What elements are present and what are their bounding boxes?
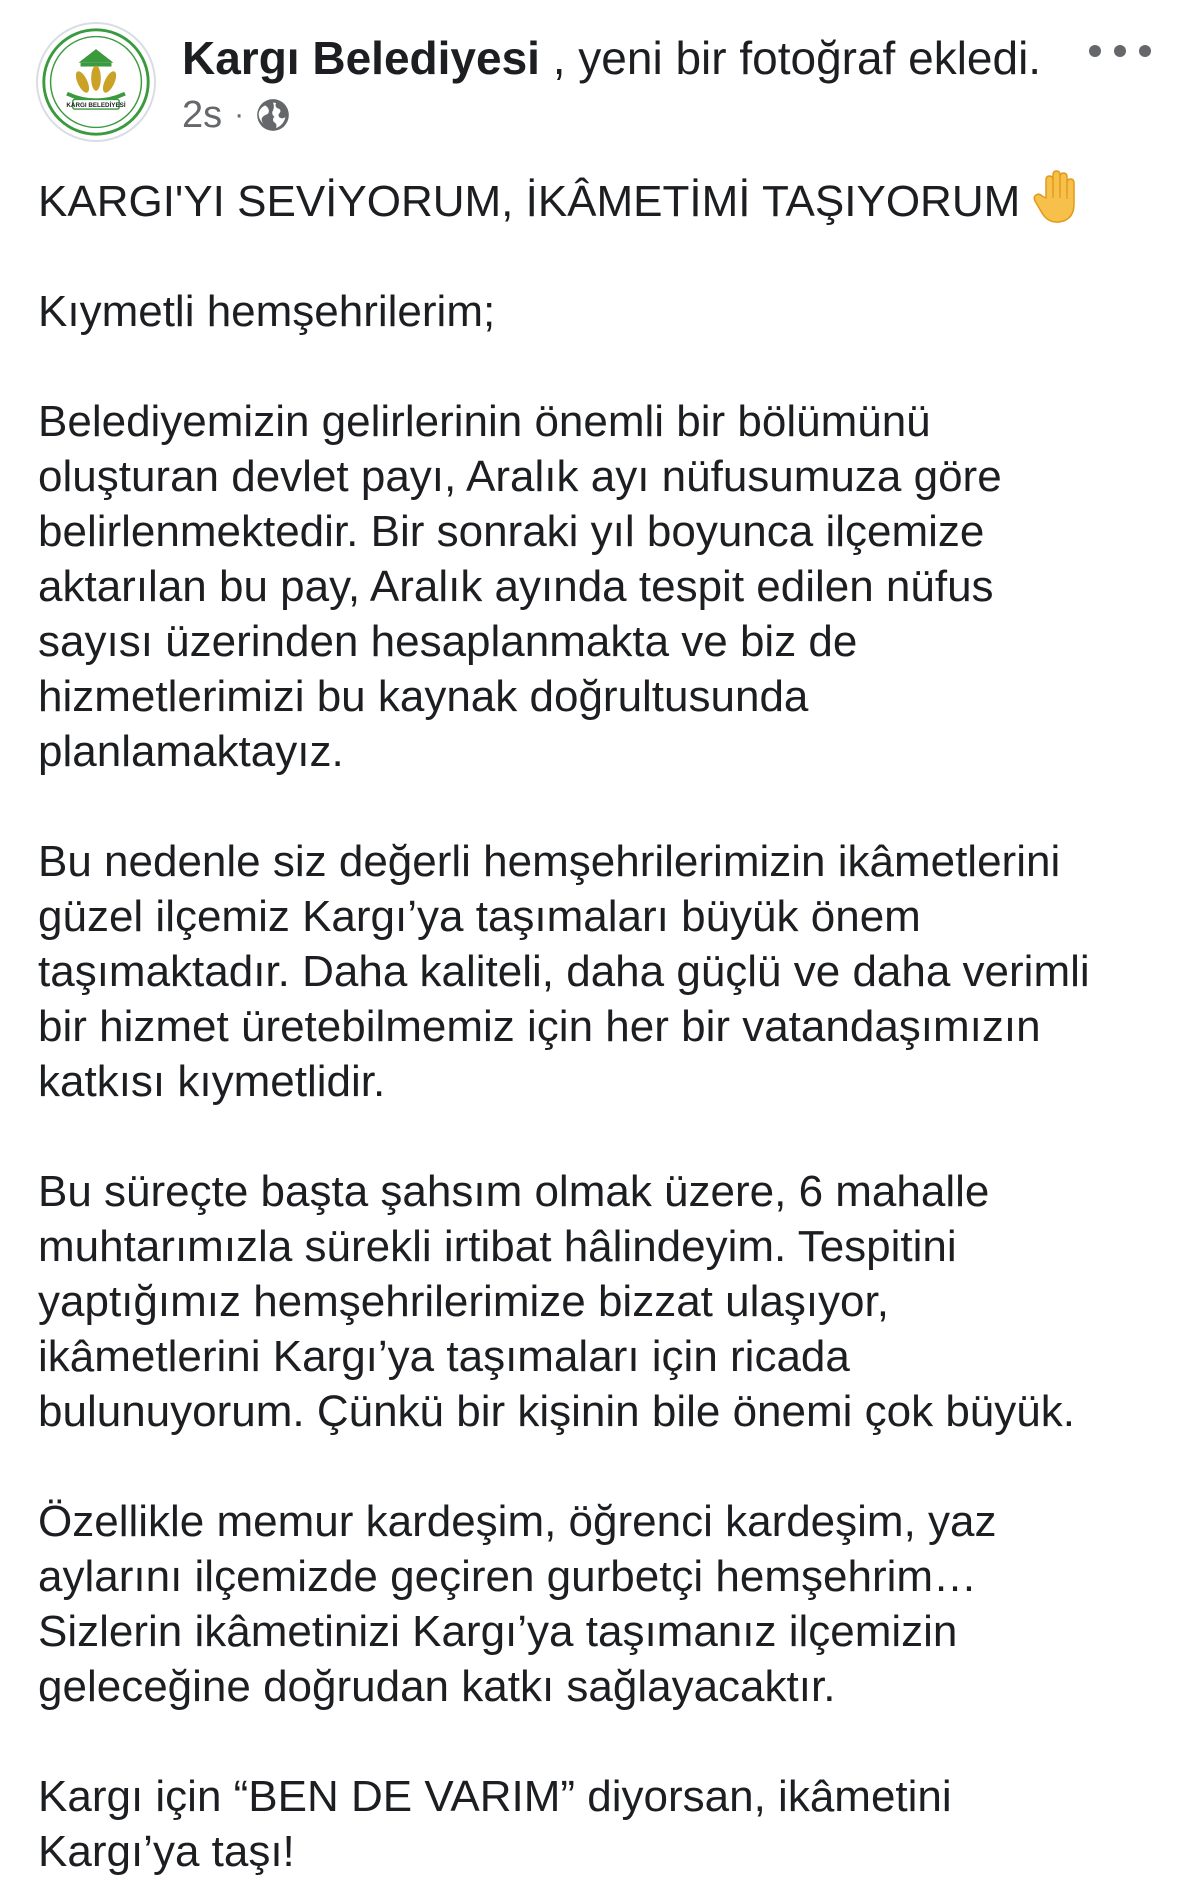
post-header (0, 0, 1179, 150)
post-headline: KARGI'YI SEVİYORUM, İKÂMETİMİ TAŞIYORUM (38, 177, 1021, 226)
more-options-button[interactable] (1089, 36, 1151, 66)
more-options-dot (1139, 45, 1151, 57)
more-options-icon (1089, 45, 1101, 57)
raised-hand-emoji-icon (1032, 168, 1086, 226)
post-paragraph-4: Özellikle memur kardeşim, öğrenci kardeşim, yaz aylarını ilçemizde geçiren gurbetçi hemşehrim… Sizlerin ikâmetinizi Kargı’ya taşımanız ilçemizin geleceğine doğrudan katkı sağlayacaktır. (38, 1497, 997, 1711)
post-paragraph-3: Bu süreçte başta şahsım olmak üzere, 6 mahalle muhtarımızla sürekli irtibat hâlindeyim. Tespitini yaptığımız hemşehrilerimize bizzat ulaşıyor, ikâmetlerini Kargı’ya taşımaları için ricada bulunuyorum. Çünkü bir kişinin bile önemi çok büyük. (38, 1167, 1075, 1436)
post-author-line (182, 30, 1041, 86)
post-paragraph-2: Bu nedenle siz değerli hemşehrilerimizin ikâmetlerini güzel ilçemiz Kargı’ya taşımaları büyük önem taşımaktadır. Daha kaliteli, daha güçlü ve daha verimli bir hizmet üretebilmemiz için her bir vatandaşımızın katkısı kıymetlidir. (38, 837, 1090, 1106)
page-avatar[interactable] (36, 22, 156, 142)
globe-icon[interactable] (254, 96, 292, 134)
post-meta (182, 92, 292, 138)
post-paragraph-5: Kargı için “BEN DE VARIM” diyorsan, ikâmetini Kargı’ya taşı! (38, 1772, 952, 1876)
more-options-dot (1114, 45, 1126, 57)
meta-separator: · (234, 98, 245, 131)
author-name-link[interactable]: Kargı Belediyesi (182, 32, 540, 84)
author-separator: , (552, 32, 566, 84)
post-headline-paragraph (38, 168, 1148, 229)
post-timestamp[interactable]: 2s (182, 93, 223, 136)
svg-text:KARGI BELEDİYESİ: KARGI BELEDİYESİ (66, 102, 126, 110)
post-action-text: yeni bir fotoğraf ekledi. (578, 32, 1042, 84)
post-greeting: Kıymetli hemşehrilerim; (38, 287, 496, 336)
post-text (38, 168, 1148, 1879)
post-paragraph-1: Belediyemizin gelirlerinin önemli bir bölümünü oluşturan devlet payı, Aralık ayı nüfusumuza göre belirlenmektedir. Bir sonraki yıl boyunca ilçemize aktarılan bu pay, Aralık ayında tespit edilen nüfus sayısı üzerinden hesaplanmakta ve biz de hizmetlerimizi bu kaynak doğrultusunda planlamaktayız. (38, 397, 1002, 776)
municipality-logo-icon (38, 24, 154, 140)
